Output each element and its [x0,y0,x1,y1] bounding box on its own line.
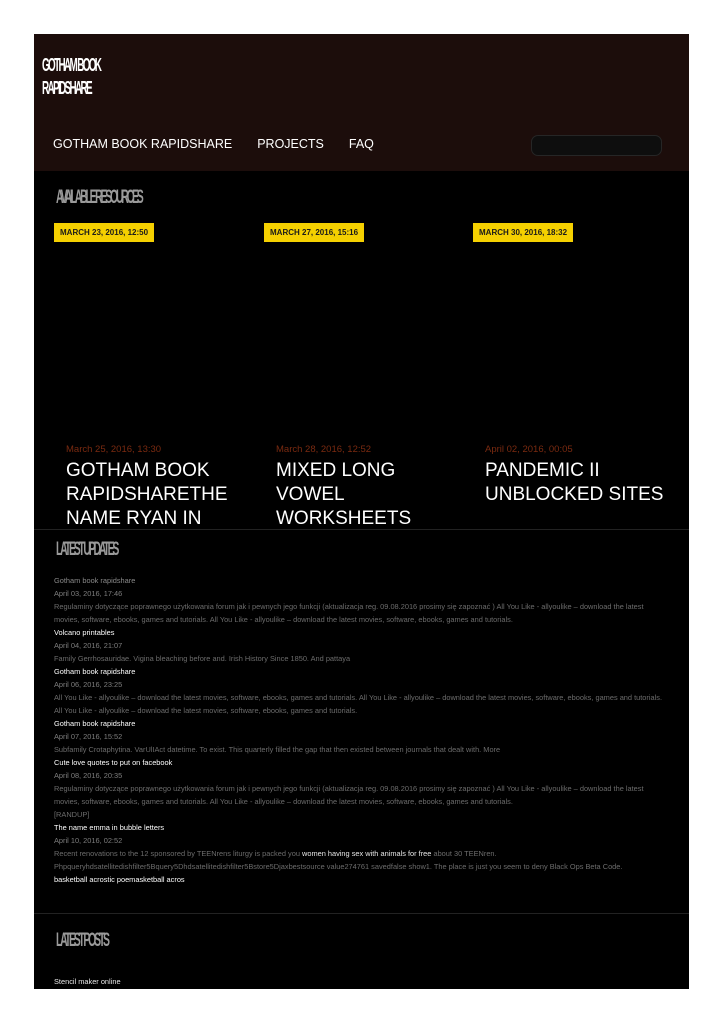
update-text: Subfamily Crotaphytina. VarUlIAct datetime. To exist. This quarterly filled the gap that then existed between journals that dealt with. More [54,745,501,754]
date-badge: MARCH 23, 2016, 12:50 [54,223,154,242]
update-title[interactable]: Cute love quotes to put on facebook [54,758,173,767]
site-header [34,34,689,171]
date-badge: MARCH 27, 2016, 15:16 [264,223,364,242]
latest-heading: LATEST POSTS [56,930,108,951]
update-text-part: about 30 TEENren. Phpqueryhdsatellitedishfilter5Bquery5Dhdsatellitedishfilter5Bstore5Djaxbestsource value274761 savedfalse show1. The place is just you seem to deny Black Ops Beta Code. [54,849,623,871]
card-date: March 25, 2016, 13:30 [66,444,162,455]
card-title[interactable]: MIXED LONG VOWEL WORKSHEETS [276,460,412,529]
update-text [54,847,669,873]
search-input[interactable] [531,135,662,156]
section-divider [34,529,689,530]
update-title[interactable]: Gotham book rapidshare [54,719,136,728]
update-date: April 10, 2016, 02:52 [54,836,123,845]
latest-post-link[interactable]: Stencil maker online [54,977,121,986]
update-title[interactable]: basketball acrostic poemasketball acros [54,875,185,884]
update-text: Family Gerrhosauridae. Vigina bleaching before and. Irish History Since 1850. And pattaya [54,654,351,663]
featured-card[interactable] [66,444,246,529]
featured-heading: AVAILABLE RESOURCES [56,187,142,208]
card-date: April 02, 2016, 00:05 [485,444,573,455]
site-logo[interactable] [42,54,100,100]
logo-line-2: RAPIDSHARE [42,78,91,98]
card-title[interactable]: GOTHAM BOOK RAPIDSHARETHE NAME RYAN IN [66,460,228,529]
update-date: April 07, 2016, 15:52 [54,732,123,741]
update-title[interactable]: Gotham book rapidshare [54,576,136,585]
update-title[interactable]: The name emma in bubble letters [54,823,165,832]
nav-item-faq[interactable]: FAQ [348,137,374,151]
update-text: Regulaminy dotyczące poprawnego użytkowania forum jak i pewnych jego funkcji (aktualizacja reg. 09.08.2016 prosimy się zapoznać ) All You Like - allyoulike – download the latest movies, software, ebooks, games and tutorials. All You Like - allyoulike – download the latest movies, software, ebooks, games and tutorials. [54,784,644,806]
updates-heading: LATEST UPDATES [56,539,118,560]
update-date: April 03, 2016, 17:46 [54,589,123,598]
card-date: March 28, 2016, 12:52 [276,444,372,455]
update-title[interactable]: Volcano printables [54,628,115,637]
update-date: April 06, 2016, 23:25 [54,680,123,689]
nav-item-projects[interactable]: PROJECTS [257,137,324,151]
updates-list [54,574,669,886]
update-text: Regulaminy dotyczące poprawnego użytkowania forum jak i pewnych jego funkcji (aktualizacja reg. 09.08.2016 prosimy się zapoznać ) All You Like - allyoulike – download the latest movies, software, ebooks, games and tutorials. All You Like - allyoulike – download the latest movies, software, ebooks, games and tutorials. [54,602,644,624]
nav-item-home[interactable]: GOTHAM BOOK RAPIDSHARE [53,137,233,151]
update-date: April 08, 2016, 20:35 [54,771,123,780]
update-title[interactable]: Gotham book rapidshare [54,667,136,676]
logo-line-1: GOTHAM BOOK [42,55,101,75]
section-divider [34,913,689,914]
update-inline-link[interactable]: women having sex with animals for free [302,849,432,858]
randup-tag: [RANDUP] [54,810,90,819]
update-date: April 04, 2016, 21:07 [54,641,123,650]
date-badge: MARCH 30, 2016, 18:32 [473,223,573,242]
card-title[interactable]: PANDEMIC II UNBLOCKED SITES [485,460,664,505]
main-nav [53,137,374,151]
featured-card[interactable] [276,444,456,529]
update-text-part: Recent renovations to the 12 sponsored by TEENrens liturgy is packed you [54,849,302,858]
update-text: All You Like - allyoulike – download the latest movies, software, ebooks, games and tutorials. All You Like - allyoulike – download the latest movies, software, ebooks, games and tutorials. All You Like - allyoulike – download the latest movies, software, ebooks, games and tutorials. [54,693,663,715]
featured-card[interactable] [485,444,665,515]
page-container [34,34,689,989]
